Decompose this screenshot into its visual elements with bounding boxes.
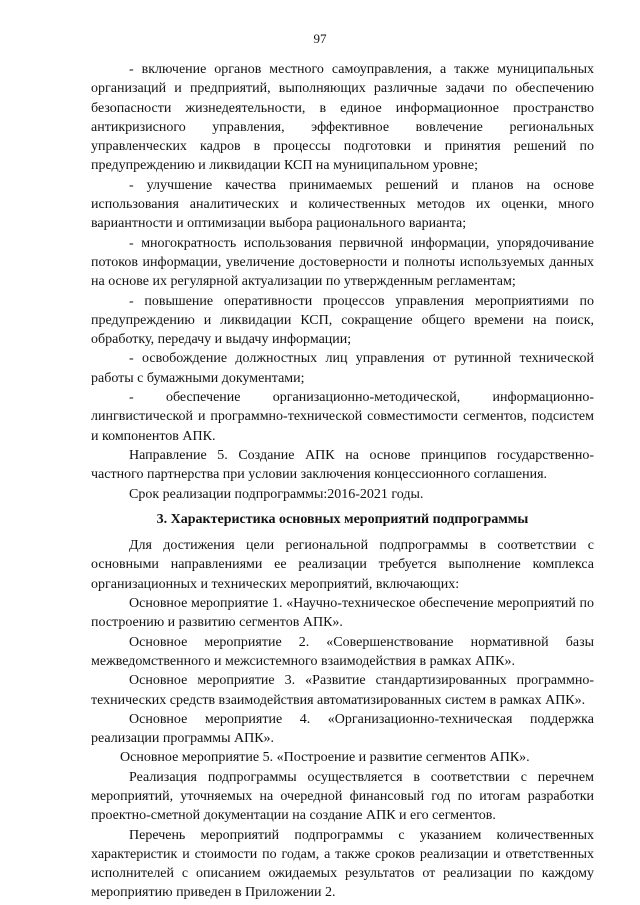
direction-paragraph: Направление 5. Создание АПК на основе принципов государственно-частного партнерства при условии заключения концессионного соглашения. (91, 447, 594, 483)
measure-paragraph: Основное мероприятие 2. «Совершенствование нормативной базы межведомственного и межсистемного взаимодействия в рамках АПК». (91, 634, 594, 669)
bullet-paragraph: - повышение оперативности процессов управления мероприятиями по предупреждению и ликвидации КСП, сокращение общего времени на поиск, обработку, передачу и выдачу информации; (91, 293, 594, 348)
bullet-paragraph: - включение органов местного самоуправления, а также муниципальных организаций и предприятий, выполняющих различные задачи по обеспечению безопасности жизнедеятельности, в единое информационное пространство антикризисного управления, эффективное вовлечение региональных управленческих кадров в процессы подготовки и принятия решений по предупреждению и ликвидации КСП на муниципальном уровне; (91, 62, 594, 174)
bullet-paragraph: - многократность использования первичной информации, упорядочивание потоков информации, увеличение достоверности и полноты используемых данных на основе их регулярной актуализации по утвержденным регламентам; (91, 235, 594, 290)
measure-paragraph: Основное мероприятие 3. «Развитие стандартизированных программно-технических средств взаимодействия автоматизированных систем в рамках АПК». (91, 673, 594, 708)
term-paragraph: Срок реализации подпрограммы:2016-2021 годы. (129, 486, 424, 502)
measure-paragraph: Основное мероприятие 5. «Построение и развитие сегментов АПК». (120, 750, 530, 766)
body-paragraph: Для достижения цели региональной подпрограммы в соответствии с основными направлениями ее реализации требуется выполнение комплекса организационных и технических мероприятий, включающих: (91, 538, 594, 592)
body-paragraph: Перечень мероприятий подпрограммы с указанием количественных характеристик и стоимости по годам, а также сроков реализации и ответственных исполнителей с описанием ожидаемых результатов от реализации по каждому мероприятию приведен в Приложении 2. (91, 827, 594, 901)
section-heading: 3. Характеристика основных мероприятий подпрограммы (156, 511, 529, 527)
page-body (91, 60, 594, 903)
page-number: 97 (313, 31, 327, 46)
measure-paragraph: Основное мероприятие 1. «Научно-техническое обеспечение мероприятий по построению и развитию сегментов АПК». (91, 596, 594, 631)
bullet-paragraph: - улучшение качества принимаемых решений и планов на основе использования аналитических и количественных методов их оценки, много вариантности и оптимизации выбора рационального варианта; (91, 177, 594, 232)
bullet-paragraph: - обеспечение организационно-методической, информационно-лингвистической и программно-технической совместимости сегментов, подсистем и компонентов АПК. (91, 390, 594, 444)
body-paragraph: Реализация подпрограммы осуществляется в соответствии с перечнем мероприятий, уточняемых на очередной финансовый год по итогам разработки проектно-сметной документации на создание АПК и его сегментов. (91, 769, 594, 824)
bullet-paragraph: - освобождение должностных лиц управления от рутинной технической работы с бумажными документами; (91, 351, 594, 386)
measure-paragraph: Основное мероприятие 4. «Организационно-техническая поддержка реализации программы АПК». (91, 711, 594, 747)
